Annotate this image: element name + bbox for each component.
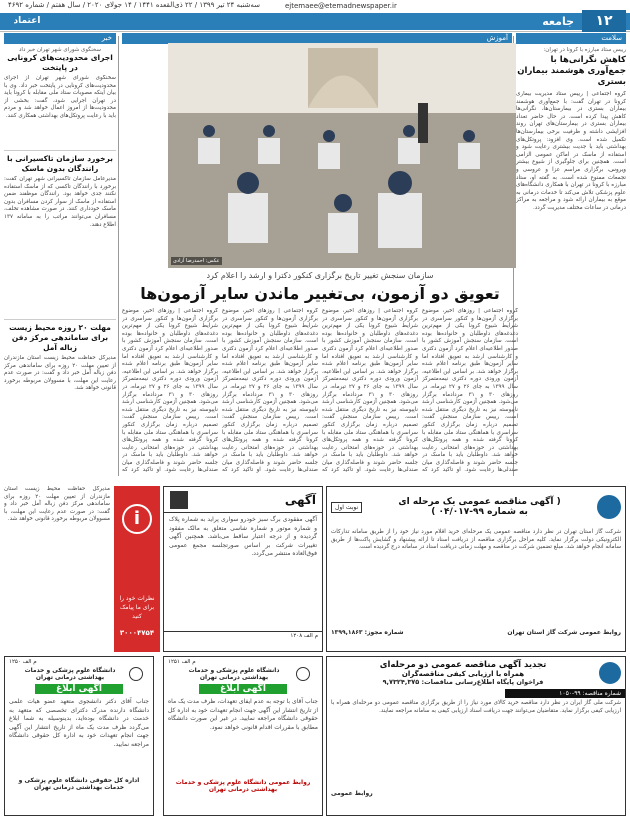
main-body-text: گروه اجتماعی | روزهای اخیر، موضوع برگزاری آزمون‌ها و کنکور سراسری در شرایط شیوع کرونا یکی از مهم‌ترین دغدغه‌های داوطلبان و خانواده‌ها بوده است. سازمان سنجش آموزش کشور با صدور اطلاعیه‌ای اعلام کرد آزمون دکتری و کارشناسی ارشد به تعویق افتاده اما سایر آزمون‌ها طبق برنامه اعلام شده برگزار خواهد شد. بر اساس این اطلاعیه، آزمون ورودی دوره دکتری نیمه‌متمرکز سال ۱۳۹۹ به جای ۲۶ و ۲۷ تیرماه، در روزهای ۳۰ و ۳۱ مردادماه برگزار می‌شود. همچنین آزمون کارشناسی ارشد ناپیوسته نیز به تاریخ دیگری منتقل شده است. رییس سازمان سنجش گفت: تصمیم درباره زمان برگزاری کنکور سراسری با هماهنگی ستاد ملی مقابله با کرونا گرفته شده و همه پروتکل‌های بهداشتی در حوزه‌های امتحانی رعایت خواهد شد. داوطلبان باید با ماسک در جلسه حاضر شوند و فاصله‌گذاری میان صندلی‌ها رعایت شود. او تاکید کرد که	[222, 308, 318, 473]
tender-bottom-body: شرکت ملی گاز ایران در نظر دارد مناقصه خرید کالای مورد نیاز را از طریق برگزاری مناقصه عمومی دو مرحله‌ای همراه با ارزیابی کیفی برگزار نماید. متقاضیان می‌توانند جهت دریافت اسناد ارزیابی کیفی به سامانه مراجعه نمایند.	[331, 700, 621, 714]
tender-org: روابط عمومی شرکت گاز استان تهران	[507, 629, 621, 636]
column-divider	[118, 36, 119, 476]
tender-bottom-subtitle: همراه با ارزیابی کیفی مناقصه‌گران	[401, 670, 525, 678]
university-logo-icon	[296, 667, 310, 681]
left-body-2: مدیرعامل سازمان تاکسیرانی شهر تهران گفت: برخورد با رانندگان تاکسی که از ماسک استفاده نکنند جدی خواهد بود. رانندگان موظفند ضمن استفاده از ماسک از سوار کردن مسافران بدون ماسک خودداری کنند. در صورت مشاهده تخلف، مسافران می‌توانند مراتب را به سامانه ۱۳۷ اطلاع دهند.	[4, 176, 116, 228]
tender-tag: نوبت اول	[331, 502, 362, 513]
left-column	[4, 33, 116, 531]
date-line: سه‌شنبه ۲۴ تیر ۱۳۹۹ / ۲۲ ذی‌القعده ۱۴۴۱ / ۱۴ جولای ۲۰۲۰ / سال هفتم / شماره ۴۶۹۲	[8, 1, 260, 9]
uni-left-name: دانشگاه علوم پزشکی و خدمات بهداشتی درمانی تهران	[24, 667, 116, 681]
gas-company-logo-icon	[597, 495, 621, 519]
uni-center-footer: روابط عمومی دانشگاه علوم پزشکی و خدمات بهداشتی درمانی تهران	[175, 779, 311, 793]
tender-number: به شماره ۹۹-۰۴/۰۱۷ )	[431, 507, 528, 517]
university-notice-center	[163, 656, 323, 816]
uni-left-title: آگهی ابلاغ	[35, 684, 123, 694]
section-title: جامعه	[542, 15, 574, 28]
notice-body: آگهی مفقودی برگ سبز خودرو سواری پراید به شماره پلاک و شماره موتور و شماره شاسی متعلق به مالک مفقود گردیده و از درجه اعتبار ساقط می‌باشد. همچنین آگهی تغییرات شرکت بر اساس صورتجلسه مجمع عمومی فوق‌العاده منتشر می‌گردد.	[169, 516, 317, 557]
left-body-1: سخنگوی شورای شهر تهران از اجرای محدودیت‌های کرونایی در پایتخت خبر داد. وی با بیان اینکه مصوبات ستاد ملی مقابله با کرونا باید در تهران اجرایی شود، گفت: بخشی از محدودیت‌ها از امروز اعمال خواهد شد و مردم باید با رعایت پروتکل‌های بهداشتی همکاری کنند.	[4, 75, 116, 119]
sms-label: نظرات خود را برای ما پیامک کنید	[119, 595, 155, 620]
uni-center-title: آگهی ابلاغ	[199, 684, 287, 694]
left-column-tag: خبر	[4, 33, 116, 44]
tender-bottom-org: روابط عمومی	[331, 790, 373, 797]
sms-number[interactable]: ۳۰۰۰۴۷۵۴	[119, 629, 155, 637]
tender-ad-bottom	[326, 656, 626, 816]
main-headline: تعویق دو آزمون، بی‌تغییر ماندن سایر آزمون‌ها	[140, 284, 500, 303]
main-body-text: گروه اجتماعی | روزهای اخیر، موضوع برگزاری آزمون‌ها و کنکور سراسری در شرایط شیوع کرونا یکی از مهم‌ترین دغدغه‌های داوطلبان و خانواده‌ها بوده است. سازمان سنجش آموزش کشور با صدور اطلاعیه‌ای اعلام کرد آزمون دکتری و کارشناسی ارشد به تعویق افتاده اما سایر آزمون‌ها طبق برنامه اعلام شده برگزار خواهد شد. بر اساس این اطلاعیه، آزمون ورودی دوره دکتری نیمه‌متمرکز سال ۱۳۹۹ به جای ۲۶ و ۲۷ تیرماه، در روزهای ۳۰ و ۳۱ مردادماه برگزار می‌شود. همچنین آزمون کارشناسی ارشد ناپیوسته نیز به تاریخ دیگری منتقل شده است. رییس سازمان سنجش گفت: تصمیم درباره زمان برگزاری کنکور سراسری با هماهنگی ستاد ملی مقابله با کرونا گرفته شده و همه پروتکل‌های بهداشتی در حوزه‌های امتحانی رعایت خواهد شد. داوطلبان باید با ماسک در جلسه حاضر شوند و فاصله‌گذاری میان صندلی‌ها رعایت شود. او تاکید کرد که	[422, 308, 518, 473]
left-headline-3: مهلت ۲۰ روزه محیط زیست برای ساماندهی مرکز دفن زباله آمل	[9, 323, 111, 352]
university-notice-left	[4, 656, 154, 816]
main-kicker: سازمان سنجش تغییر تاریخ برگزاری کنکور دکترا و ارشد را اعلام کرد	[206, 271, 434, 280]
right-column-tag: سلامت	[516, 33, 626, 44]
tender-title: ( آگهی مناقصه عمومی یک مرحله ای	[398, 497, 561, 507]
left-headline-1: اجرای محدودیت‌های کرونایی در پایتخت	[7, 53, 113, 72]
tender-bottom-title: تجدید آگهی مناقصه عمومی دو مرحله‌ای	[379, 660, 547, 670]
uni-left-code: م الف ۱۲۵۰	[9, 659, 37, 665]
uni-left-footer: اداره کل حقوقی دانشگاه علوم پزشکی و خدمات بهداشتی درمانی تهران	[18, 777, 140, 791]
main-tag: آموزش	[122, 33, 512, 44]
notice-footer: م الف ۱۲۰۸	[164, 631, 322, 640]
main-body	[122, 308, 518, 473]
uni-center-code: م الف ۱۲۵۱	[168, 659, 196, 665]
tender-permit-code: شماره مجوز: ۱۳۹۹,۱۸۶۳	[331, 629, 404, 636]
main-body-text: گروه اجتماعی | روزهای اخیر، موضوع برگزاری آزمون‌ها و کنکور سراسری در شرایط شیوع کرونا یکی از مهم‌ترین دغدغه‌های داوطلبان و خانواده‌ها بوده است. سازمان سنجش آموزش کشور با صدور اطلاعیه‌ای اعلام کرد آزمون دکتری و کارشناسی ارشد به تعویق افتاده اما سایر آزمون‌ها طبق برنامه اعلام شده برگزار خواهد شد. بر اساس این اطلاعیه، آزمون ورودی دوره دکتری نیمه‌متمرکز سال ۱۳۹۹ به جای ۲۶ و ۲۷ تیرماه، در روزهای ۳۰ و ۳۱ مردادماه برگزار می‌شود. همچنین آزمون کارشناسی ارشد ناپیوسته نیز به تاریخ دیگری منتقل شده است. رییس سازمان سنجش گفت: تصمیم درباره زمان برگزاری کنکور سراسری با هماهنگی ستاد ملی مقابله با کرونا گرفته شده و همه پروتکل‌های بهداشتی در حوزه‌های امتحانی رعایت خواهد شد. داوطلبان باید با ماسک در جلسه حاضر شوند و فاصله‌گذاری میان صندلی‌ها رعایت شود. او تاکید کرد که	[322, 308, 418, 473]
right-headline: کاهش نگرانی‌ها با جمع‌آوری هوشمند بیماران بستری	[517, 55, 626, 87]
right-body: گروه اجتماعی | رییس ستاد مدیریت بیماری کرونا در تهران گفت: با جمع‌آوری هوشمند بیماران بستری در بیمارستان‌ها، نگرانی‌ها کاهش پیدا کرده است. در حال حاضر تعداد بیماران بستری در بیمارستان‌های تهران روند افزایشی داشته و ظرفیت برخی بیمارستان‌ها تکمیل شده است. وی افزود: پروتکل‌های بهداشتی باید با جدیت بیشتری رعایت شود و استفاده از ماسک در اماکن عمومی الزامی است. همچنین برای جلوگیری از شیوع بیشتر ویروس، برگزاری مراسم عزا و عروسی و تجمعات ممنوع شده است. به گفته او، ستاد مبارزه با کرونا در تهران با همکاری دانشگاه‌های علوم پزشکی تلاش می‌کند تا خدمات درمانی به موقع به بیماران ارائه شود و مراجعه به مراکز درمانی در ساعات مختلف مدیریت گردد.	[516, 91, 626, 211]
sms-comment-box	[114, 486, 160, 652]
main-body-text: گروه اجتماعی | روزهای اخیر، موضوع برگزاری آزمون‌ها و کنکور سراسری در شرایط شیوع کرونا یکی از مهم‌ترین دغدغه‌های داوطلبان و خانواده‌ها بوده است. سازمان سنجش آموزش کشور با صدور اطلاعیه‌ای اعلام کرد آزمون دکتری و کارشناسی ارشد به تعویق افتاده اما سایر آزمون‌ها طبق برنامه اعلام شده برگزار خواهد شد. بر اساس این اطلاعیه، آزمون ورودی دوره دکتری نیمه‌متمرکز سال ۱۳۹۹ به جای ۲۶ و ۲۷ تیرماه، در روزهای ۳۰ و ۳۱ مردادماه برگزار می‌شود. همچنین آزمون کارشناسی ارشد ناپیوسته نیز به تاریخ دیگری منتقل شده است. رییس سازمان سنجش گفت: تصمیم درباره زمان برگزاری کنکور سراسری با هماهنگی ستاد ملی مقابله با کرونا گرفته شده و همه پروتکل‌های بهداشتی در حوزه‌های امتحانی رعایت خواهد شد. داوطلبان باید با ماسک در جلسه حاضر شوند و فاصله‌گذاری میان صندلی‌ها رعایت شود. او تاکید کرد که	[122, 308, 218, 473]
tender-bottom-tag: شماره مناقصه: ۹۹-۱۰۵۰	[505, 689, 625, 698]
tender-ad-top	[326, 486, 626, 652]
tender-body: شرکت گاز استان تهران در نظر دارد مناقصه عمومی یک مرحله‌ای خرید اقلام مورد نیاز خود را از طریق سامانه تدارکات الکترونیکی دولت برگزار نماید. کلیه مراحل برگزاری مناقصه از دریافت اسناد تا ارائه پیشنهاد و گشایش پاکت‌ها از طریق سامانه انجام خواهد شد. مبلغ تضمین شرکت در مناقصه و مهلت زمانی دریافت اسناد در سامانه درج گردیده است.	[331, 529, 621, 551]
left-continued-body: مدیرکل حفاظت محیط زیست استان مازندران از تعیین مهلت ۲۰ روزه برای ساماندهی مرکز دفن زباله آمل خبر داد و گفت: در صورت عدم رعایت این مهلت، با مسوولان مربوطه برخورد قانونی خواهد شد.	[4, 486, 110, 523]
exam-hall-photo	[168, 43, 516, 268]
newspaper-logo: اعتماد	[13, 16, 41, 26]
university-logo-icon	[129, 667, 143, 681]
left-headline-2: برخورد سازمان تاکسیرانی با رانندگان بدون ماسک	[7, 154, 113, 173]
uni-center-name: دانشگاه علوم پزشکی و خدمات بهداشتی درمانی تهران	[188, 667, 280, 681]
info-icon: i	[122, 504, 152, 534]
photo-credit: عکس: احمدرضا آزادی	[173, 258, 220, 264]
uni-left-body: جناب آقای دکتر دانشجوی متعهد عضو هیات علمی دانشگاه دارنده مدرک دکترای تخصصی که متعهد به خدمت در دانشگاه بوده‌اید، بدینوسیله به شما ابلاغ می‌گردد ظرف مدت یک ماه از تاریخ انتشار این آگهی جهت انجام تعهدات خود به اداره کل حقوقی دانشگاه مراجعه نمایید.	[9, 698, 149, 748]
exam-photo-illustration	[168, 43, 516, 268]
right-kicker: رییس ستاد مبارزه با کرونا در تهران:	[543, 47, 626, 53]
gas-company-logo-icon	[599, 662, 621, 684]
left-kicker-1: سخنگوی شورای شهر تهران خبر داد	[18, 47, 102, 53]
left-body-3: مدیرکل حفاظت محیط زیست استان مازندران از تعیین مهلت ۲۰ روزه برای ساماندهی مرکز دفن زباله آمل خبر داد و گفت: در صورت عدم رعایت این مهلت، با مسوولان مربوطه برخورد قانونی خواهد شد.	[4, 355, 116, 392]
notice-title: آگهی	[284, 492, 316, 507]
page-number: ۱۲	[582, 10, 626, 32]
email-address[interactable]: ejtemaee@etemadnewspaper.ir	[285, 2, 397, 10]
tender-bottom-code: فراخوان پایگاه اطلاع‌رسانی مناقصات: ۹,۷۳۲۴,۳۷۵	[382, 678, 544, 686]
notice-ad	[163, 486, 323, 652]
uni-center-body: جناب آقای با توجه به عدم ایفای تعهدات، ظرف مدت یک ماه از تاریخ انتشار این آگهی جهت انجام تعهدات خود به اداره کل حقوقی دانشگاه مراجعه نمایید. در غیر این صورت دانشگاه مطابق با مقررات اقدام قانونی خواهد نمود.	[168, 698, 318, 731]
emblem-icon	[170, 491, 188, 509]
